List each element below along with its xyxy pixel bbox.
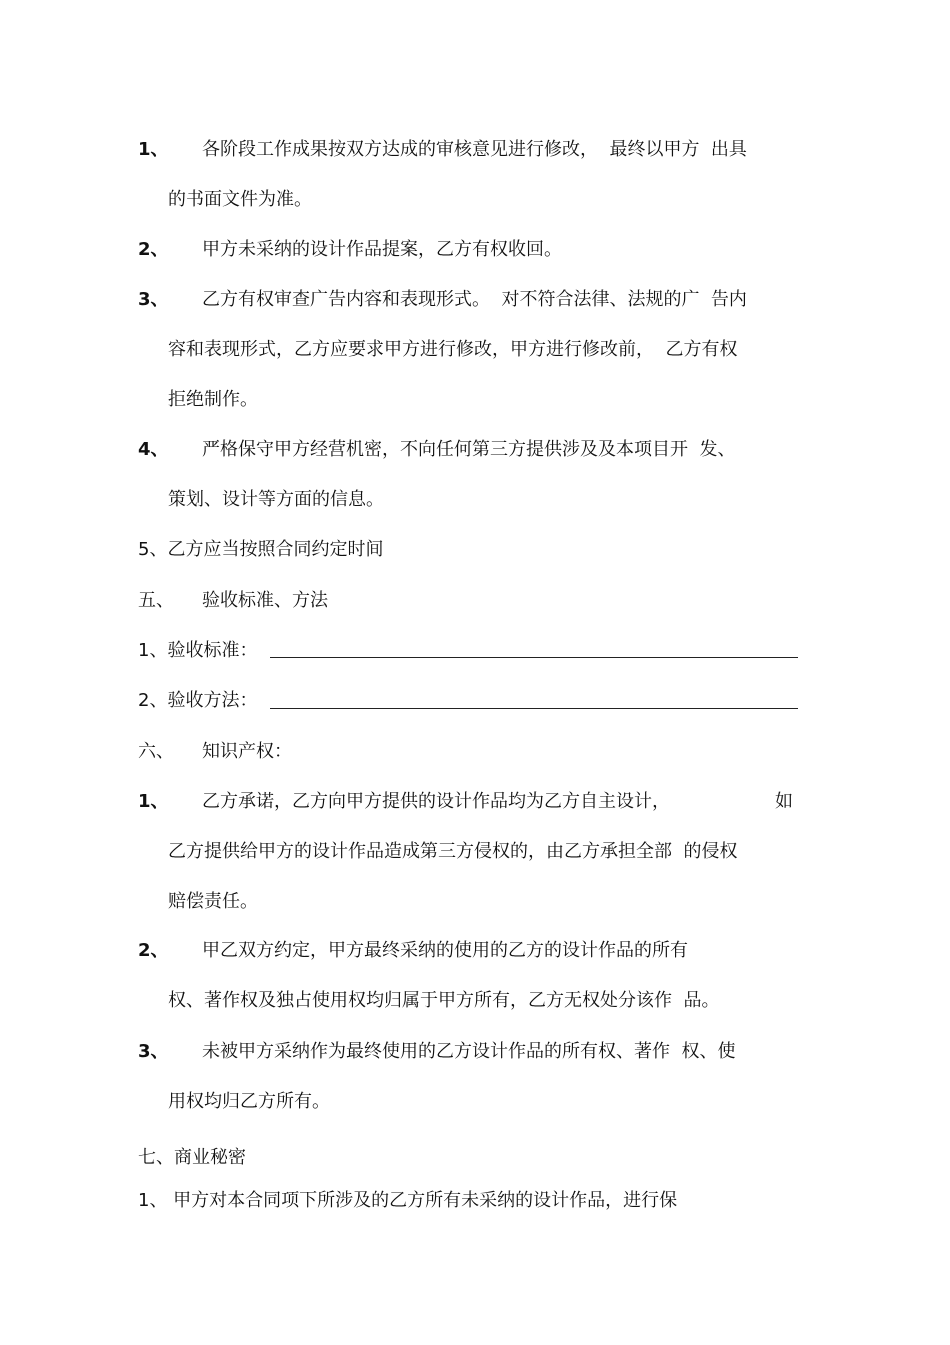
field-label: 1、验收标准： xyxy=(138,640,258,661)
paragraph-line: 各阶段工作成果按双方达成的审核意见进行修改， 最终以甲方 出具 xyxy=(202,139,747,160)
paragraph-line: 未被甲方采纳作为最终使用的乙方设计作品的所有权、著作 权、使 xyxy=(202,1041,736,1062)
item-number: 2、 xyxy=(138,239,169,260)
paragraph-line: 如 xyxy=(775,791,793,812)
item-number: 1、 xyxy=(138,139,169,160)
paragraph-line: 拒绝制作。 xyxy=(168,389,258,410)
item-number: 2、 xyxy=(138,940,169,961)
blank-underline xyxy=(270,657,798,658)
item-number: 3、 xyxy=(138,289,169,310)
paragraph-line: 乙方承诺，乙方向甲方提供的设计作品均为乙方自主设计， xyxy=(202,791,670,812)
paragraph-line: 5、乙方应当按照合同约定时间 xyxy=(138,539,384,560)
paragraph-line: 容和表现形式，乙方应要求甲方进行修改，甲方进行修改前， 乙方有权 xyxy=(168,339,738,360)
paragraph-line: 严格保守甲方经营机密，不向任何第三方提供涉及及本项目开 发、 xyxy=(202,439,736,460)
paragraph-line: 乙方有权审查广告内容和表现形式。 对不符合法律、法规的广 告内 xyxy=(202,289,747,310)
paragraph-line: 甲乙双方约定，甲方最终采纳的使用的乙方的设计作品的所有 xyxy=(202,940,688,961)
blank-underline xyxy=(270,708,798,709)
paragraph-line: 的书面文件为准。 xyxy=(168,189,312,210)
paragraph-line: 赔偿责任。 xyxy=(168,891,258,912)
paragraph-line: 用权均归乙方所有。 xyxy=(168,1091,330,1112)
item-number: 1、 xyxy=(138,791,169,812)
section-heading: 知识产权： xyxy=(202,741,292,762)
item-number: 4、 xyxy=(138,439,169,460)
paragraph-line: 甲方未采纳的设计作品提案，乙方有权收回。 xyxy=(202,239,562,260)
paragraph-line: 乙方提供给甲方的设计作品造成第三方侵权的，由乙方承担全部 的侵权 xyxy=(168,841,738,862)
field-label: 2、验收方法： xyxy=(138,690,258,711)
paragraph-line: 权、著作权及独占使用权均归属于甲方所有，乙方无权处分该作 品。 xyxy=(168,990,720,1011)
paragraph-line: 策划、设计等方面的信息。 xyxy=(168,489,384,510)
item-number: 3、 xyxy=(138,1041,169,1062)
section-heading: 验收标准、方法 xyxy=(202,590,328,611)
paragraph-line: 1、 甲方对本合同项下所涉及的乙方所有未采纳的设计作品，进行保 xyxy=(138,1190,678,1211)
section-heading: 七、商业秘密 xyxy=(138,1147,246,1168)
section-number: 六、 xyxy=(138,741,174,762)
section-number: 五、 xyxy=(138,590,174,611)
